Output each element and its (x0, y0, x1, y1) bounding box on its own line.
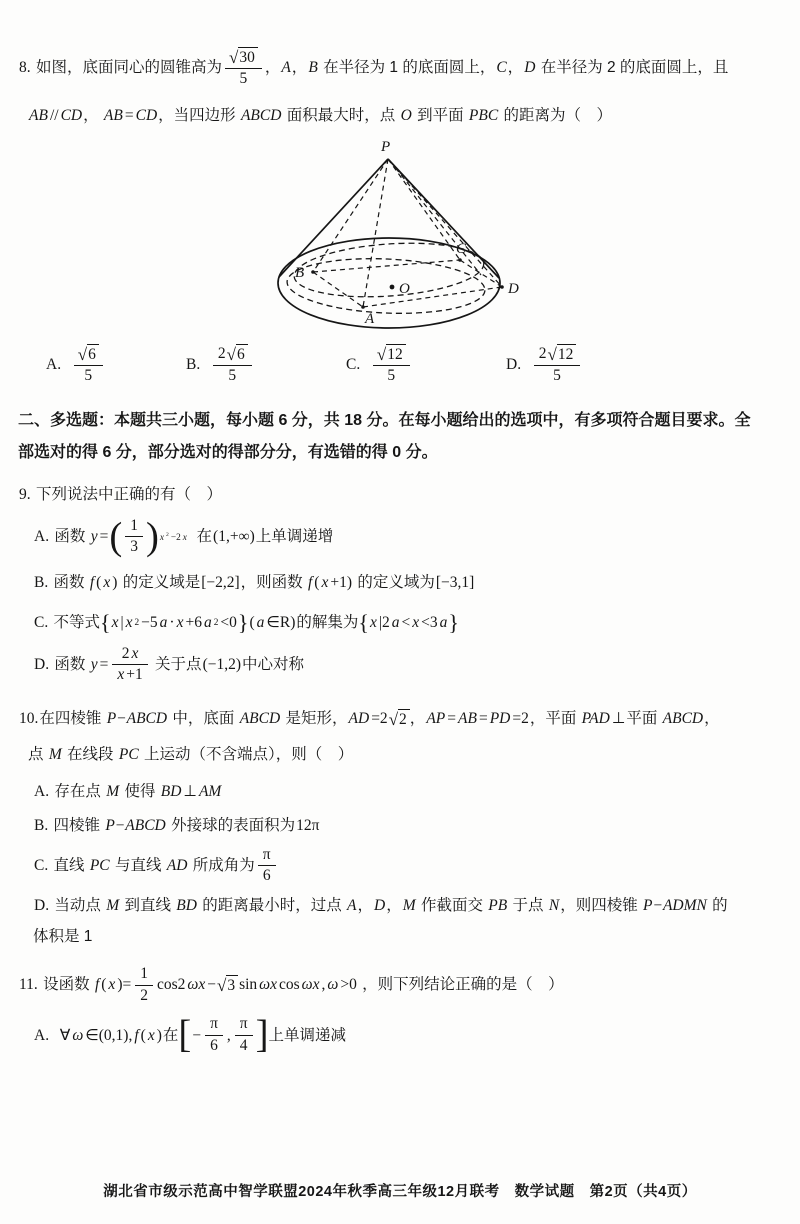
q9-option-d: D. 函数 y = 2 x x +1 关于点 (−1,2) 中心对称 (18, 644, 788, 686)
dashed-circle-inner (286, 255, 486, 318)
q8-stem-line2: AB // CD ， AB = CD ，当四边形 ABCD 面积最大时，点 O 到平面 PBC 的距离为（ ） (29, 107, 612, 125)
q10-stem-line2: 点 M 在线段 PC 上运动（不含端点），则（ ） (28, 745, 354, 763)
q10-option-d-line2: 体积是 1 (33, 928, 93, 946)
q8-option-b: B. 2 √ 6 5 (185, 343, 345, 386)
q8-option-c: C. √ 12 5 (345, 343, 505, 386)
section2-line1: 二、多选题：本题共三小题，每小题 6 分，共 18 分。在每小题给出的选项中，有多项符合题目要求。全 (18, 411, 751, 429)
point-b (311, 270, 315, 274)
figure-label-o: O (399, 281, 410, 298)
figure-label-a: A (365, 311, 375, 328)
page-footer: 湖北省市级示范高中智学联盟2024年秋季高三年级12月联考 数学试题 第2页（共4页） (103, 1184, 697, 1200)
point-d (500, 285, 504, 289)
figure-label-b: B (295, 265, 305, 282)
edge-p-mid (390, 161, 481, 275)
q9-option-b: B. 函数 f ( x ) 的定义域是 [−2,2] ，则函数 f ( x +1) 的定义域为 [−3,1] (34, 573, 475, 591)
figure-label-c: C (456, 241, 467, 258)
edge-b-c (313, 260, 460, 272)
point-a (361, 305, 365, 309)
q10-option-c: C. 直线 PC 与直线 AD 所成角为 $\frac{\pi}{6}$ (18, 845, 788, 887)
q11-option-a: A. ∀ ω ∈(0,1), f ( x ) 在 [ − $\frac{\pi}{6}$ , $\frac{\pi}{4}$ ] 上单调递减 (34, 1013, 347, 1057)
q10-stem-line1: 10. 在四棱锥 P−ABCD 中，底面 ABCD 是矩形， AD =2 √ 2 ， AP = AB = PD =2 ，平面 PAD ⊥ 平面 ABCD ， (19, 709, 720, 729)
q10-option-b: B. 四棱锥 P−ABCD 外接球的表面积为 12π (34, 816, 320, 834)
figure-label-d: D (508, 281, 519, 298)
cone-right-slant (388, 159, 499, 278)
section2-header (18, 405, 788, 471)
center-point (390, 285, 395, 290)
section2-line2: 部选对的得 6 分，部分选对的得部分分，有选错的得 0 分。 (18, 444, 438, 462)
figure-label-p: P (381, 139, 391, 156)
q9-option-c: C. 不等式 { x | x 2 −5 a · x +6 a 2 <0 } ( a ∈R) 的解集为 { x |2 a < x <3 a } (34, 609, 459, 635)
q8-figure-wrap (18, 137, 788, 337)
edge-b-a (313, 272, 363, 307)
q9-stem: 9. 下列说法中正确的有（ ） (19, 486, 222, 504)
point-c (458, 258, 462, 262)
q10-option-a: A. 存在点 M 使得 BD ⊥ AM (34, 783, 222, 801)
cone-figure (253, 137, 553, 337)
q11-stem: 11. 设函数 f ( x )= $\frac{1}{2}$ cos2 ωx − √ 3 sin ωx cos ωx , ω >0 ，则下列结论正确的是（ ） (18, 964, 788, 1006)
q10-option-d-line1: D. 当动点 M 到直线 BD 的距离最小时，过点 A ， D ， M 作截面交 PB 于点 N ，则四棱锥 P−ADMN 的 (34, 896, 728, 914)
q9-option-a: A. 函数 y = ( $\frac{1}{3}$ ) x $^2$ −2 x 在 (1,+∞) 上单调递增 (34, 514, 334, 558)
q8-options-row (18, 343, 788, 386)
q8-option-d: D. 2 √ 12 5 (505, 343, 583, 386)
q8-option-a: A. √ 6 5 (45, 343, 185, 386)
q8-stem-line1: 8. 如图，底面同心的圆锥高为 √ 30 5 ， A ， B 在半径为 1 的底面圆上， C ， D 在半径为 2 的底面圆上，且 (18, 46, 788, 89)
edge-p-b (313, 159, 388, 272)
cone-base-ellipse (278, 238, 500, 328)
